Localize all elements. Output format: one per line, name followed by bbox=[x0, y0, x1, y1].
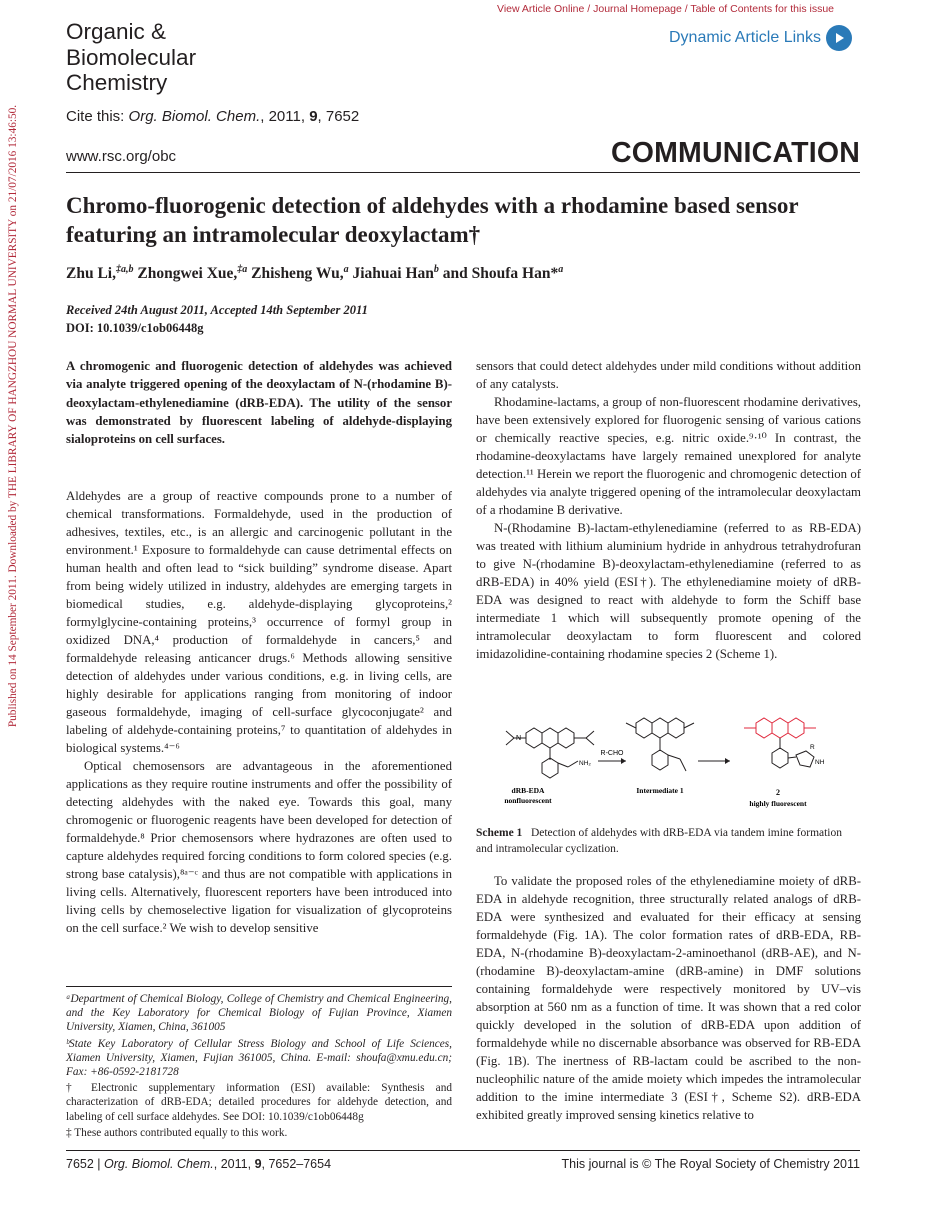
cite-journal: Org. Biomol. Chem. bbox=[128, 108, 261, 125]
footer-page-number: 7652 bbox=[66, 1157, 94, 1171]
scheme-1-figure bbox=[476, 705, 861, 817]
scheme-caption-text: Detection of aldehydes with dRB-EDA via tandem imine formation and intramolecular cyclization. bbox=[476, 827, 843, 855]
cite-year: , 2011, bbox=[260, 108, 310, 125]
scheme-atom-r: R bbox=[810, 744, 815, 751]
arrow-head-icon bbox=[725, 758, 730, 764]
author-name: Jiahuai Han bbox=[348, 265, 434, 283]
journal-name-line: Biomolecular bbox=[66, 44, 197, 70]
journal-url[interactable]: www.rsc.org/obc bbox=[66, 148, 177, 165]
author-affiliation: a bbox=[343, 264, 349, 275]
footnote-divider bbox=[66, 986, 452, 987]
body-paragraph: To validate the proposed roles of the ethylenediamine moiety of dRB-EDA in aldehyde recognition, three structurally related analogs of dRB-EDA were synthesized and evaluated for their efficacy at sensing formaldehyde (Fig. 1A). The color formation rates of dRB-EDA, RB-EDA, N-(rhodamine B)-deoxylactam-2-aminoethanol (dRB-AE), and N-(rhodamine B)-deoxylactam-amine (dRB-amine) in DMF solutions containing formaldehyde were respectively monitored by UV–vis absorption at 560 nm as a function of time. It was shown that a red color quickly developed in the solution of dRB-EDA upon addition of formaldehyde while no discernable absorbance was observed for RB-EDA (Fig. 1B). The inertness of RB-lactam could be ascribed to the non-nucleophilic nature of the amide moiety which impedes the intramolecular addition to the imine intermediate 3 (ESI†, Scheme S2). dRB-EDA exhibited greatly improved sensing kinetics relative to bbox=[476, 874, 861, 1122]
cite-line bbox=[66, 108, 359, 125]
body-paragraph: N-(Rhodamine B)-lactam-ethylenediamine (referred to as RB-EDA) was treated with lithium aluminium hydride in anhydrous tetrahydrofuran to give N-(rhodamine B)-deoxylactam-ethylenediamine (referred to as dRB-EDA) in 40% yield (ESI†). The ethylenediamine moiety of dRB-EDA was designed to react with aldehyde to form the Schiff base intermediate 1 which will subsequently promote opening of the intramolecular deoxylactam to form fluorescent and colored imidazolidine-containing rhodamine species 2 (Scheme 1). bbox=[476, 521, 861, 661]
toc-link[interactable]: Table of Contents for this issue bbox=[690, 3, 834, 15]
author-name: Zhisheng Wu, bbox=[247, 265, 344, 283]
author-list bbox=[66, 264, 563, 283]
cite-page: , 7652 bbox=[317, 108, 360, 125]
author-name: Zhongwei Xue, bbox=[133, 265, 238, 283]
body-paragraph: Optical chemosensors are advantageous in the aforementioned applications as they require routine instruments and offer the possibility of detecting aldehydes with the naked eye. Towards this goal, many chromogenic or fluorogenic reagents have been developed for detection of formaldehyde.⁸ Prior chemosensors where hydrazones are often used to capture aldehydes required forcing conditions to form colored species (e.g. strong base catalysis),⁸ᵃ⁻ᶜ and thus are not compatible with applications in living cells. Alternatively, fluorescent reporters have been introduced into living cells by chemoselective ligation for visualization of glycoproteins on the cell surface.² We wish to develop sensitive bbox=[66, 759, 452, 935]
body-paragraph: Rhodamine-lactams, a group of non-fluorescent rhodamine derivatives, have been extensively explored for fluorogenic sensing of various cations or chemically reactive species, e.g. nitric oxide.⁹·¹⁰ In contrast, the rhodamine-deoxylactams have largely remained unexplored for analyte detection.¹¹ Herein we report the fluorogenic and chromogenic detection of aldehydes via analyte triggered opening of the intramolecular deoxylactam of a rhodamine B derivative. bbox=[476, 395, 861, 517]
dynamic-links-label: Dynamic Article Links bbox=[669, 29, 822, 46]
scheme-atom-nh2: NH₂ bbox=[579, 760, 591, 767]
right-column-body-top bbox=[476, 357, 861, 663]
header-divider bbox=[66, 172, 860, 173]
dynamic-article-links[interactable] bbox=[669, 25, 852, 51]
article-title: Chromo-fluorogenic detection of aldehydes with a rhodamine based sensor featuring an intramolecular deoxylactam† bbox=[66, 193, 799, 247]
product-2-structure bbox=[744, 718, 816, 738]
left-column-body bbox=[66, 487, 452, 937]
intermediate-1-structure bbox=[626, 718, 694, 771]
abstract: A chromogenic and fluorogenic detection of aldehydes was achieved via analyte triggered opening of the deoxylactam of N-(rhodamine B)-deoxylactam-ethylenediamine (dRB-EDA). The utility of the sensor was demonstrated by fluorescent labeling of aldehyde-displaying sialoproteins on cell surfaces. bbox=[66, 359, 452, 447]
scheme-caption-label: Scheme 1 bbox=[476, 827, 523, 839]
journal-name-line: Chemistry bbox=[66, 70, 168, 95]
journal-name-line: Organic & bbox=[66, 19, 167, 44]
view-article-online-link[interactable]: View Article Online bbox=[497, 3, 585, 15]
journal-homepage-link[interactable]: Journal Homepage bbox=[593, 3, 682, 15]
author-affiliation: b bbox=[433, 264, 439, 275]
footer-volume: 9 bbox=[254, 1157, 262, 1171]
journal-name bbox=[66, 19, 196, 96]
article-dates bbox=[66, 301, 368, 337]
author-name: Zhu Li, bbox=[66, 265, 116, 283]
scheme-reagent: R-CHO bbox=[600, 750, 624, 757]
right-column-body-bottom bbox=[476, 872, 861, 1124]
scheme-label-intermediate: Intermediate 1 bbox=[636, 786, 684, 795]
nav-separator: / bbox=[681, 3, 691, 15]
arrow-head-icon bbox=[621, 758, 626, 764]
footnotes bbox=[66, 992, 452, 1142]
author-name: and Shoufa Han* bbox=[438, 265, 559, 283]
scheme-atom-nh: NH bbox=[815, 759, 825, 766]
footer-journal: Org. Biomol. Chem. bbox=[104, 1157, 214, 1171]
scheme-label-nonfluorescent: nonfluorescent bbox=[504, 796, 552, 805]
nav-separator: / bbox=[584, 3, 594, 15]
footer-citation: 7652 | Org. Biomol. Chem., 2011, 9, 7652–7654 bbox=[66, 1157, 332, 1171]
equal-contribution-footnote: ‡ These authors contributed equally to this work. bbox=[66, 1126, 288, 1139]
affiliation-b: ᵇState Key Laboratory of Cellular Stress Biology and School of Life Sciences, Xiamen University, Xiamen, Fujian 361005, China. E-mail: shoufa@xmu.edu.cn; Fax: +86-0592-2181728 bbox=[66, 1037, 452, 1079]
scheme-label-2: 2 bbox=[776, 788, 780, 797]
received-dates: Received 24th August 2011, Accepted 14th September 2011 bbox=[66, 303, 368, 317]
cite-prefix: Cite this: bbox=[66, 108, 129, 125]
scheme-label-drb-eda: dRB-EDA bbox=[511, 786, 545, 795]
affiliation-a: ᵃDepartment of Chemical Biology, College of Chemistry and Chemical Engineering, and the Key Laboratory for Chemical Biology of Fujian Province, Xiamen University, Xiamen, China, 361005 bbox=[66, 993, 452, 1034]
scheme-label-highly-fluorescent: highly fluorescent bbox=[749, 799, 807, 808]
scheme-atom-n: N bbox=[516, 735, 522, 742]
body-paragraph: Aldehydes are a group of reactive compounds prone to a number of chemical transformations. Formaldehyde, used in the production of adhesives, textiles, etc., is an allergic and carcinogenic pollutant in the environment.¹ Exposure to formaldehyde can cause detrimental effects on human health and often lead to “sick building” syndrome disease. Apart from being widely utilized in industry, aldehydes are emerging targets in biomedical studies, e.g. aldehyde-displaying glycoproteins,² formylglycine-containing proteins,³ occurrence of formyl group in oxidized DNA,⁴ production of formaldehyde in cancers,⁵ and formaldehyde releasing anticancer drugs.⁶ Methods allowing sensitive detection of aldehydes under various conditions, e.g. in living cells, are highly desirable for applications ranging from monitoring of indoor gaseous formaldehyde, imaging of cell-surface glycoconjugate² and labeling of aldehyde-containing proteins,⁷ to quantitation of aldehydes in biological systems.⁴⁻⁶ bbox=[66, 489, 452, 755]
body-paragraph: sensors that could detect aldehydes under mild conditions without addition of any catalysts. bbox=[476, 359, 861, 391]
cite-volume: 9 bbox=[309, 108, 318, 125]
footer-year: , 2011, bbox=[213, 1157, 255, 1171]
article-type: COMMUNICATION bbox=[610, 137, 860, 169]
esi-footnote: † Electronic supplementary information (ESI) available: Synthesis and characterization of dRB-EDA; detailed procedures for aldehyde detection, and labeling of cell surface aldehydes. See DOI: 10.1039/c1ob06448g bbox=[66, 1082, 452, 1123]
footer-pages: , 7652–7654 bbox=[261, 1157, 332, 1171]
scheme-caption bbox=[476, 826, 861, 857]
author-affiliation: ‡a,b bbox=[115, 264, 134, 275]
download-stamp bbox=[4, 46, 22, 786]
footer-divider bbox=[66, 1150, 860, 1151]
author-affiliation: ‡a bbox=[237, 264, 248, 275]
article-doi[interactable]: DOI: 10.1039/c1ob06448g bbox=[66, 321, 204, 335]
play-icon[interactable] bbox=[826, 25, 852, 51]
footer-copyright: This journal is © The Royal Society of Chemistry 2011 bbox=[561, 1157, 860, 1171]
top-nav bbox=[497, 3, 834, 15]
download-stamp-text: Published on 14 September 2011. Downloaded by THE LIBRARY OF HANGZHOU NORMAL UNIVERSITY on 21/07/2016 13:46:50. bbox=[7, 104, 19, 728]
author-affiliation: a bbox=[558, 264, 564, 275]
